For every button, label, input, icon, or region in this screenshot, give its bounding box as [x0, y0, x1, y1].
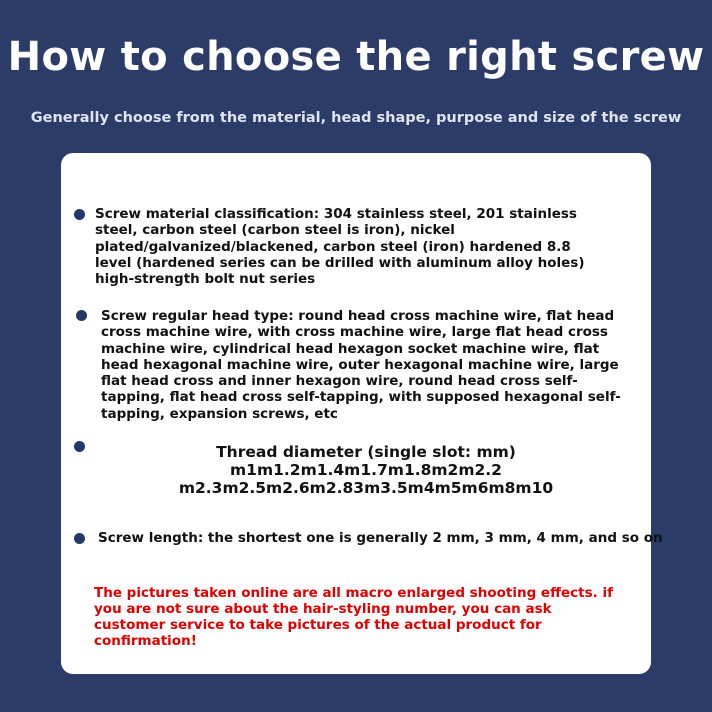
bullet-dot-icon	[76, 310, 87, 321]
thread-diameter-text	[91, 443, 641, 497]
page-subtitle: Generally choose from the material, head shape, purpose and size of the screw	[30, 110, 682, 126]
thread-line-2: m2.3m2.5m2.6m2.83m3.5m4m5m6m8m10	[178, 479, 554, 497]
bullet-dot-icon	[74, 441, 85, 452]
notice-text: The pictures taken online are all macro enlarged shooting effects. if you are not sure about the hair-styling number, you can ask customer service to take pictures of the actual product for confirmation!	[94, 585, 613, 649]
info-card	[61, 153, 663, 674]
page-title: How to choose the right screw	[7, 34, 705, 80]
screw-length-text: Screw length: the shortest one is generally 2 mm, 3 mm, 4 mm, and so on	[98, 530, 663, 546]
bullet-dot-icon	[74, 533, 85, 544]
bullet-dot-icon	[74, 209, 85, 220]
head-type-text: Screw regular head type: round head cross machine wire, flat head cross machine wire, with cross machine wire, large flat head cross machine wire, cylindrical head hexagon socket machine wire, flat head hexagonal machine wire, outer hexagonal machine wire, large flat head cross and inner hexagon wire, round head cross self-tapping, flat head cross self-tapping, with supposed hexagonal self-tapping, expansion screws, etc	[101, 308, 621, 422]
material-text: Screw material classification: 304 stainless steel, 201 stainless steel, carbon steel (carbon steel is iron), nickel plated/galvanized/blackened, carbon steel (iron) hardened 8.8 level (hardened series can be drilled with aluminum alloy holes) high-strength bolt nut series	[95, 206, 585, 288]
thread-line-1: Thread diameter (single slot: mm) m1m1.2m1.4m1.7m1.8m2m2.2	[216, 443, 516, 479]
